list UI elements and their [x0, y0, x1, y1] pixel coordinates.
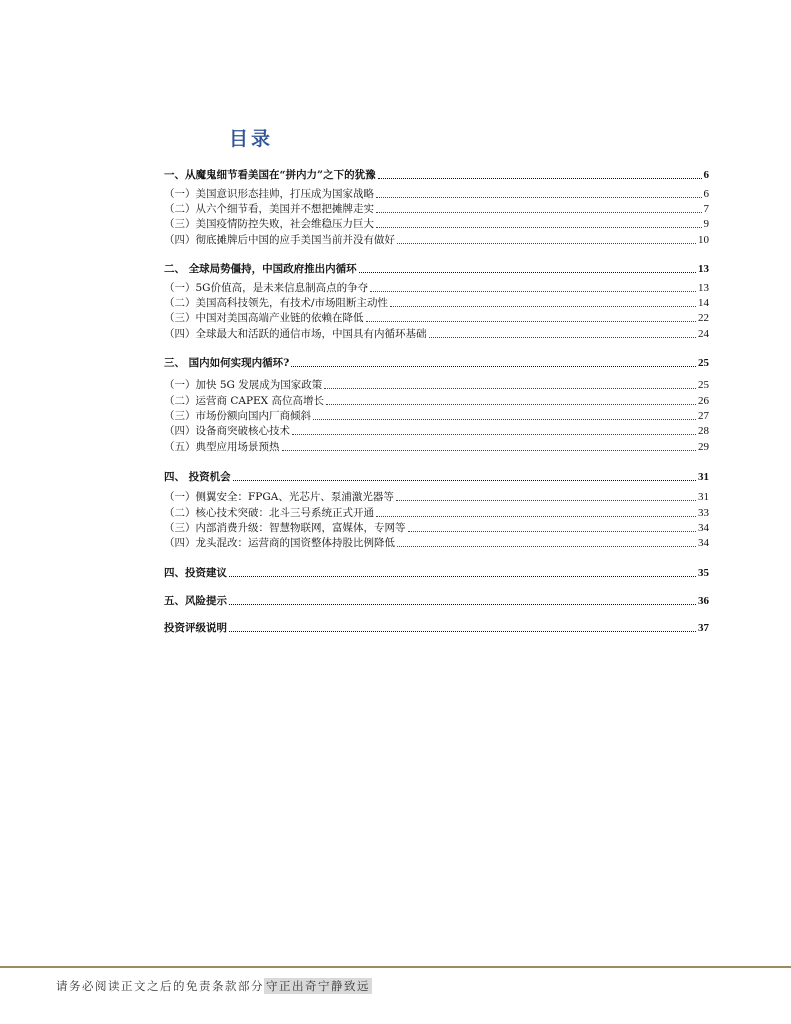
toc-dot-leader [378, 178, 702, 179]
toc-entry-page-number: 33 [698, 507, 709, 519]
toc-dot-leader [313, 419, 696, 420]
toc-subsection-entry[interactable] [164, 327, 709, 341]
footer-disclaimer: 请务必阅读正文之后的免责条款部分 [56, 979, 264, 993]
footer-motto: 守正出奇宁静致远 [266, 979, 370, 993]
toc-dot-leader [397, 546, 696, 547]
toc-subsection-entry[interactable] [164, 440, 709, 454]
toc-entry-page-number: 28 [698, 425, 709, 437]
toc-dot-leader [376, 197, 702, 198]
toc-entry-page-number: 25 [698, 357, 709, 369]
toc-section-entry[interactable] [164, 566, 709, 580]
toc-subsection-entry[interactable] [164, 394, 709, 408]
toc-entry-page-number: 9 [703, 218, 709, 230]
toc-entry-page-number: 37 [698, 622, 709, 634]
toc-entry-label: （三）美国疫情防控失败，社会维稳压力巨大 [164, 218, 374, 230]
toc-subsection-entry[interactable] [164, 311, 709, 325]
toc-entry-label: 四、投资建议 [164, 567, 227, 579]
toc-entry-page-number: 31 [698, 491, 709, 503]
toc-entry-page-number: 13 [698, 282, 709, 294]
toc-dot-leader [370, 291, 696, 292]
toc-entry-page-number: 27 [698, 410, 709, 422]
toc-entry-label: （二）运营商 CAPEX 高位高增长 [164, 395, 324, 407]
toc-subsection-entry[interactable] [164, 202, 709, 216]
toc-entry-label: （二）核心技术突破：北斗三号系统正式开通 [164, 507, 374, 519]
toc-entry-page-number: 34 [698, 537, 709, 549]
toc-entry-page-number: 14 [698, 297, 709, 309]
toc-entry-label: （二）美国高科技领先，有技术/市场阻断主动性 [164, 297, 389, 309]
toc-dot-leader [229, 604, 696, 605]
toc-section-entry[interactable] [164, 356, 709, 370]
toc-dot-leader [233, 480, 696, 481]
toc-section-entry[interactable] [164, 621, 709, 635]
toc-entry-page-number: 6 [703, 169, 709, 181]
toc-entry-page-number: 31 [698, 471, 709, 483]
toc-subsection-entry[interactable] [164, 424, 709, 438]
toc-subsection-entry[interactable] [164, 409, 709, 423]
toc-subsection-entry[interactable] [164, 536, 709, 550]
toc-entry-page-number: 35 [698, 567, 709, 579]
toc-entry-page-number: 22 [698, 312, 709, 324]
toc-entry-label: （四）全球最大和活跃的通信市场，中国具有内循环基础 [164, 328, 427, 340]
toc-dot-leader [326, 404, 696, 405]
toc-subsection-entry[interactable] [164, 521, 709, 535]
toc-dot-leader [376, 227, 702, 228]
toc-subsection-entry[interactable] [164, 233, 709, 247]
toc-subsection-entry[interactable] [164, 217, 709, 231]
toc-dot-leader [376, 212, 702, 213]
toc-entry-label: （三）市场份额向国内厂商倾斜 [164, 410, 311, 422]
footer [56, 978, 372, 994]
toc-dot-leader [324, 388, 696, 389]
toc-entry-page-number: 34 [698, 522, 709, 534]
toc-entry-label: （一）加快 5G 发展成为国家政策 [164, 379, 323, 391]
toc-section-entry[interactable] [164, 594, 709, 608]
toc-entry-label: （四）彻底摊牌后中国的应手美国当前并没有做好 [164, 234, 395, 246]
toc-dot-leader [397, 243, 696, 244]
toc-entry-label: 一、从魔鬼细节看美国在“拼内力”之下的犹豫 [164, 169, 376, 181]
toc-dot-leader [429, 337, 697, 338]
toc-subsection-entry[interactable] [164, 187, 709, 201]
toc-subsection-entry[interactable] [164, 506, 709, 520]
toc-dot-leader [282, 450, 697, 451]
toc-entry-label: （四）龙头混改：运营商的国资整体持股比例降低 [164, 537, 395, 549]
toc-entry-page-number: 13 [698, 263, 709, 275]
toc-subsection-entry[interactable] [164, 490, 709, 504]
toc-entry-label: 三、 国内如何实现内循环? [164, 357, 290, 369]
toc-entry-label: （一）5G价值高，是未来信息制高点的争夺 [164, 282, 369, 294]
toc-entry-page-number: 6 [703, 188, 709, 200]
toc-section-entry[interactable] [164, 262, 709, 276]
toc-section-entry[interactable] [164, 470, 709, 484]
toc-dot-leader [366, 321, 697, 322]
page-title: 目录 [229, 128, 274, 150]
toc-entry-label: （四）设备商突破核心技术 [164, 425, 290, 437]
toc-dot-leader [376, 516, 696, 517]
toc-dot-leader [390, 306, 696, 307]
toc-dot-leader [359, 272, 696, 273]
toc-entry-label: （一）侧翼安全：FPGA、光芯片、泵浦激光器等 [164, 491, 394, 503]
toc-entry-page-number: 10 [698, 234, 709, 246]
toc-entry-label: 四、 投资机会 [164, 471, 231, 483]
footer-divider [0, 966, 791, 968]
toc-entry-page-number: 25 [698, 379, 709, 391]
toc-subsection-entry[interactable] [164, 378, 709, 392]
toc-entry-label: （二）从六个细节看，美国并不想把摊牌走实 [164, 203, 374, 215]
toc-dot-leader [229, 631, 696, 632]
toc-entry-page-number: 26 [698, 395, 709, 407]
toc-entry-label: 五、风险提示 [164, 595, 227, 607]
toc-entry-page-number: 24 [698, 328, 709, 340]
toc-entry-label: （三）中国对美国高端产业链的依赖在降低 [164, 312, 364, 324]
toc-entry-page-number: 29 [698, 441, 709, 453]
toc-subsection-entry[interactable] [164, 296, 709, 310]
toc-entry-label: 二、 全球局势僵持，中国政府推出内循环 [164, 263, 357, 275]
toc-dot-leader [396, 500, 696, 501]
toc-dot-leader [292, 434, 696, 435]
toc-entry-page-number: 36 [698, 595, 709, 607]
toc-dot-leader [291, 366, 696, 367]
toc-entry-label: （五）典型应用场景预热 [164, 441, 280, 453]
toc-entry-page-number: 7 [703, 203, 709, 215]
toc-section-entry[interactable] [164, 168, 709, 182]
toc-subsection-entry[interactable] [164, 281, 709, 295]
toc-entry-label: （三）内部消费升级：智慧物联网，富媒体，专网等 [164, 522, 406, 534]
toc-dot-leader [408, 531, 697, 532]
toc-dot-leader [229, 576, 696, 577]
toc-entry-label: 投资评级说明 [164, 622, 227, 634]
toc-entry-label: （一）美国意识形态挂帅，打压成为国家战略 [164, 188, 374, 200]
